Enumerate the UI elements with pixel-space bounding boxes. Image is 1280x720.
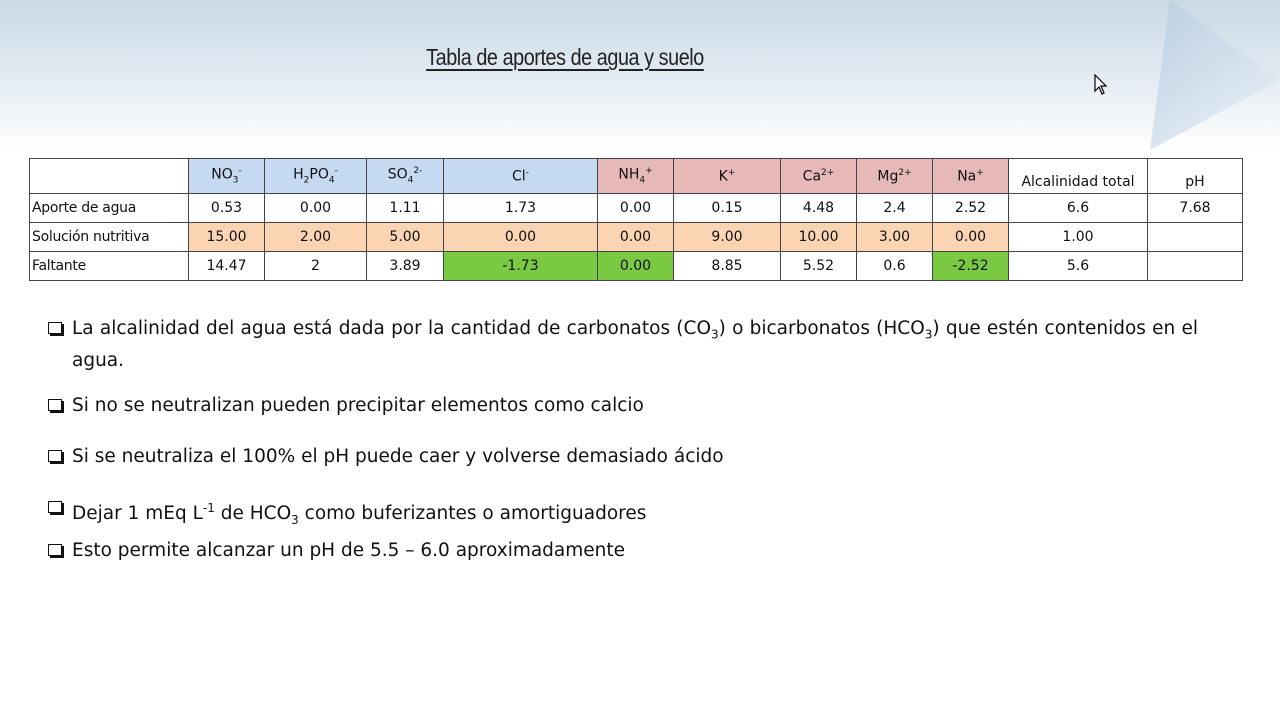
table-cell: 0.00 [444,223,598,252]
table-cell: 1.11 [367,194,444,223]
table-cell: 0.00 [265,194,367,223]
row-label: Aporte de agua [30,194,189,223]
checkbox-bullet-icon [48,399,62,411]
bullet-item [48,538,1198,564]
table-cell: 9.00 [674,223,781,252]
table-cell: 10.00 [781,223,857,252]
table-cell: 0.00 [598,223,674,252]
checkbox-bullet-icon [48,501,62,513]
table-cell: 1.73 [444,194,598,223]
table-cell: 15.00 [189,223,265,252]
table-row [30,252,1243,281]
table-cell: -2.52 [933,252,1009,281]
table-cell: 5.00 [367,223,444,252]
table-cell: 3.00 [857,223,933,252]
bullet-item [48,316,1198,374]
header-k: K+ [674,159,781,194]
mouse-pointer-icon [1094,74,1108,96]
table-cell [1148,252,1243,281]
table-cell: 0.00 [933,223,1009,252]
header-ca: $Ca^{2+}$ [781,159,857,194]
header-cl: Cl- [444,159,598,194]
decorative-triangle [1150,0,1280,150]
bullet-item [48,393,1198,419]
header-background [0,0,1280,150]
header-so4: $SO_4^{2-}$ [367,159,444,194]
table-cell: 0.00 [598,252,674,281]
bullet-text: Esto permite alcanzar un pH de 5.5 – 6.0 aproximadamente [72,540,626,561]
table-cell: 5.52 [781,252,857,281]
row-label: Solución nutritiva [30,223,189,252]
bullet-text: Si se neutraliza el 100% el pH puede caer y volverse demasiado ácido [72,446,724,467]
checkbox-bullet-icon [48,322,62,334]
bullet-text: Si no se neutralizan pueden precipitar elementos como calcio [72,395,644,416]
slide-title: Tabla de aportes de agua y suelo [426,44,704,70]
header-na: Na+ [933,159,1009,194]
table-cell: -1.73 [444,252,598,281]
header-h2po4: $H_2PO_4^-$ [265,159,367,194]
table-cell: 2 [265,252,367,281]
table-cell: 8.85 [674,252,781,281]
row-label: Faltante [30,252,189,281]
header-ph: pH [1148,159,1243,194]
table-cell: 6.6 [1009,194,1148,223]
checkbox-bullet-icon [48,450,62,462]
bullet-text: La alcalinidad del agua está dada por la cantidad de carbonatos $(CO_3)$ o bicarbonatos $(HCO_3)$ que estén contenidos en el agua. [72,318,1198,371]
table-cell: 2.52 [933,194,1009,223]
bullet-text: Dejar 1 mEq $L^{-1}$ de $HCO_3$ como buferizantes o amortiguadores [72,501,647,527]
bullet-item [48,495,1198,533]
table-cell: 1.00 [1009,223,1148,252]
table-cell [1148,223,1243,252]
table-cell: 4.48 [781,194,857,223]
table-cell: 7.68 [1148,194,1243,223]
table-cell: 0.6 [857,252,933,281]
header-nh4: $NH_4^+$ [598,159,674,194]
nutrient-table [29,158,1243,281]
table-cell: 14.47 [189,252,265,281]
header-mg: $Mg^{2+}$ [857,159,933,194]
table-row [30,194,1243,223]
table-cell: 3.89 [367,252,444,281]
table-header-row [30,159,1243,194]
header-alcalinidad: Alcalinidad total [1009,159,1148,194]
bullet-item [48,444,1198,470]
table-cell: 2.00 [265,223,367,252]
table-row [30,223,1243,252]
header-no3: $NO_3^-$ [189,159,265,194]
checkbox-bullet-icon [48,544,62,556]
table-cell: 0.15 [674,194,781,223]
table-cell: 0.53 [189,194,265,223]
header-empty [30,159,189,194]
table-cell: 0.00 [598,194,674,223]
table-cell: 2.4 [857,194,933,223]
table-cell: 5.6 [1009,252,1148,281]
